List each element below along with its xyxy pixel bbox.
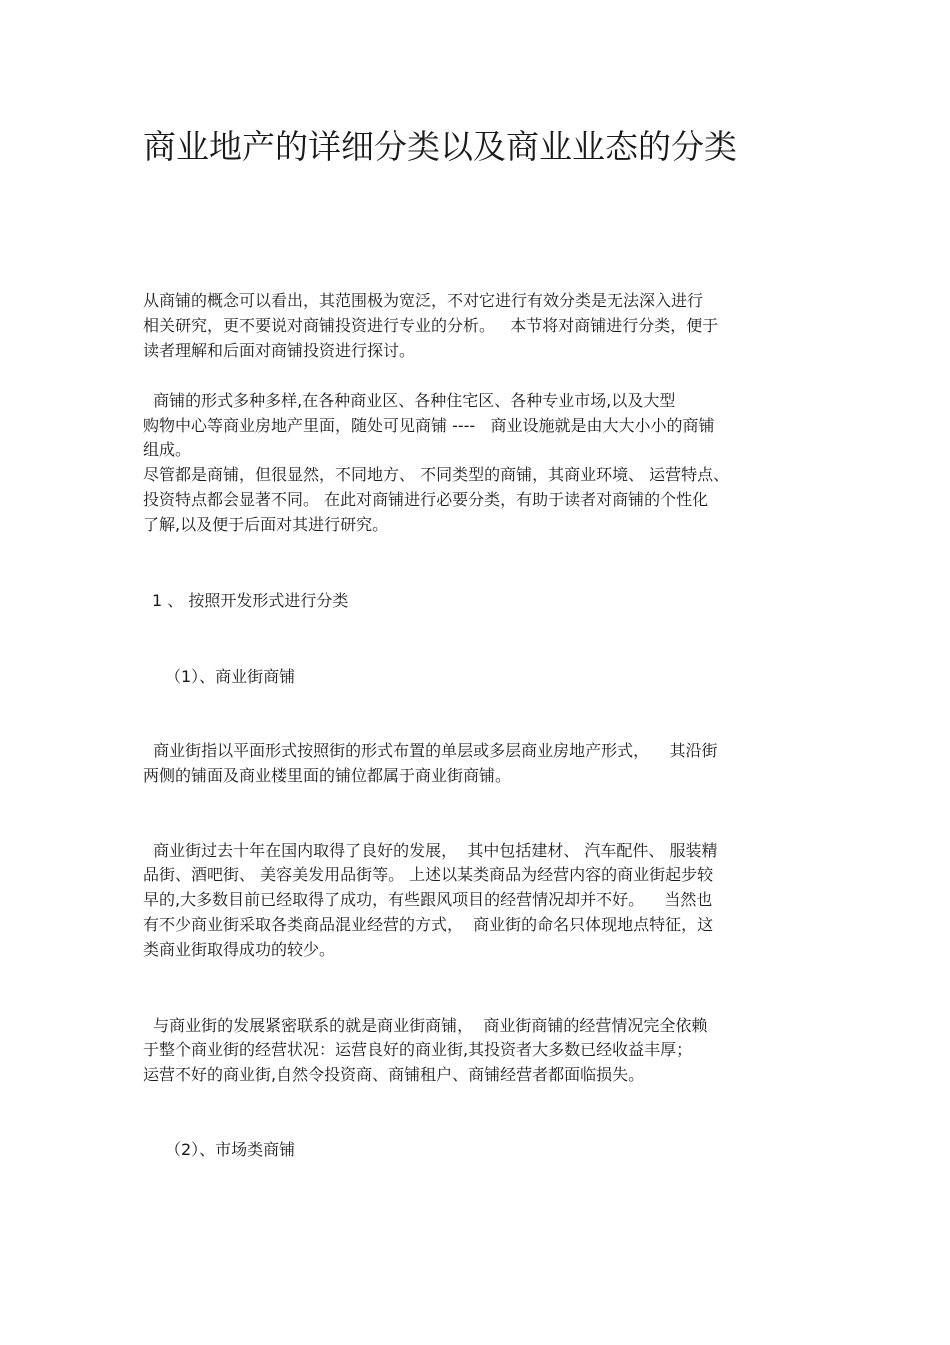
para3-line-2: 两侧的铺面及商业楼里面的铺位都属于商业街商铺。 [143, 766, 512, 785]
para2-line-1: 商铺的形式多种多样,在各种商业区、各种住宅区、各种专业市场,以及大型 [143, 391, 676, 410]
para2-line-6: 了解,以及便于后面对其进行研究。 [143, 515, 389, 534]
para4-line-3: 早的,大多数目前已经取得了成功，有些跟风项目的经营情况却并不好。 当然也 [143, 890, 713, 909]
subheading-1: （1）、商业街商铺 [165, 667, 296, 686]
intro-line-2: 相关研究，更不要说对商铺投资进行专业的分析。 本节将对商铺进行分类，便于 [143, 316, 719, 335]
para5-line-2: 于整个商业街的经营状况：运营良好的商业街,其投资者大多数已经收益丰厚； [143, 1040, 693, 1059]
section-heading-1: 1 、 按照开发形式进行分类 [152, 591, 349, 610]
para2-line-5: 投资特点都会显著不同。 在此对商铺进行必要分类，有助于读者对商铺的个性化 [143, 490, 709, 509]
document-title: 商业地产的详细分类以及商业业态的分类 [143, 127, 737, 166]
subheading-2: （2）、市场类商铺 [165, 1140, 296, 1159]
para2-line-2: 购物中心等商业房地产里面，随处可见商铺 ---- 商业设施就是由大大小小的商铺 [143, 416, 715, 435]
para2-line-4: 尽管都是商铺，但很显然，不同地方、 不同类型的商铺，其商业环境、 运营特点、 [143, 465, 730, 484]
para3-line-1: 商业街指以平面形式按照街的形式布置的单层或多层商业房地产形式， 其沿街 [143, 741, 718, 760]
intro-line-3: 读者理解和后面对商铺投资进行探讨。 [143, 341, 416, 360]
para4-line-1: 商业街过去十年在国内取得了良好的发展， 其中包括建材、 汽车配件、 服装精 [143, 841, 718, 860]
para4-line-4: 有不少商业街采取各类商品混业经营的方式， 商业街的命名只体现地点特征，这 [143, 915, 714, 934]
para5-line-3: 运营不好的商业街,自然令投资商、商铺租户、商铺经营者都面临损失。 [143, 1065, 645, 1084]
para4-line-2: 品街、酒吧街、 美容美发用品街等。 上述以某类商品为经营内容的商业街起步较 [143, 865, 714, 884]
para5-line-1: 与商业街的发展紧密联系的就是商业街商铺， 商业街商铺的经营情况完全依赖 [143, 1016, 708, 1035]
para4-line-5: 类商业街取得成功的较少。 [143, 940, 336, 959]
intro-line-1: 从商铺的概念可以看出，其范围极为宽泛，不对它进行有效分类是无法深入进行 [143, 291, 704, 310]
para2-line-3: 组成。 [143, 440, 192, 459]
